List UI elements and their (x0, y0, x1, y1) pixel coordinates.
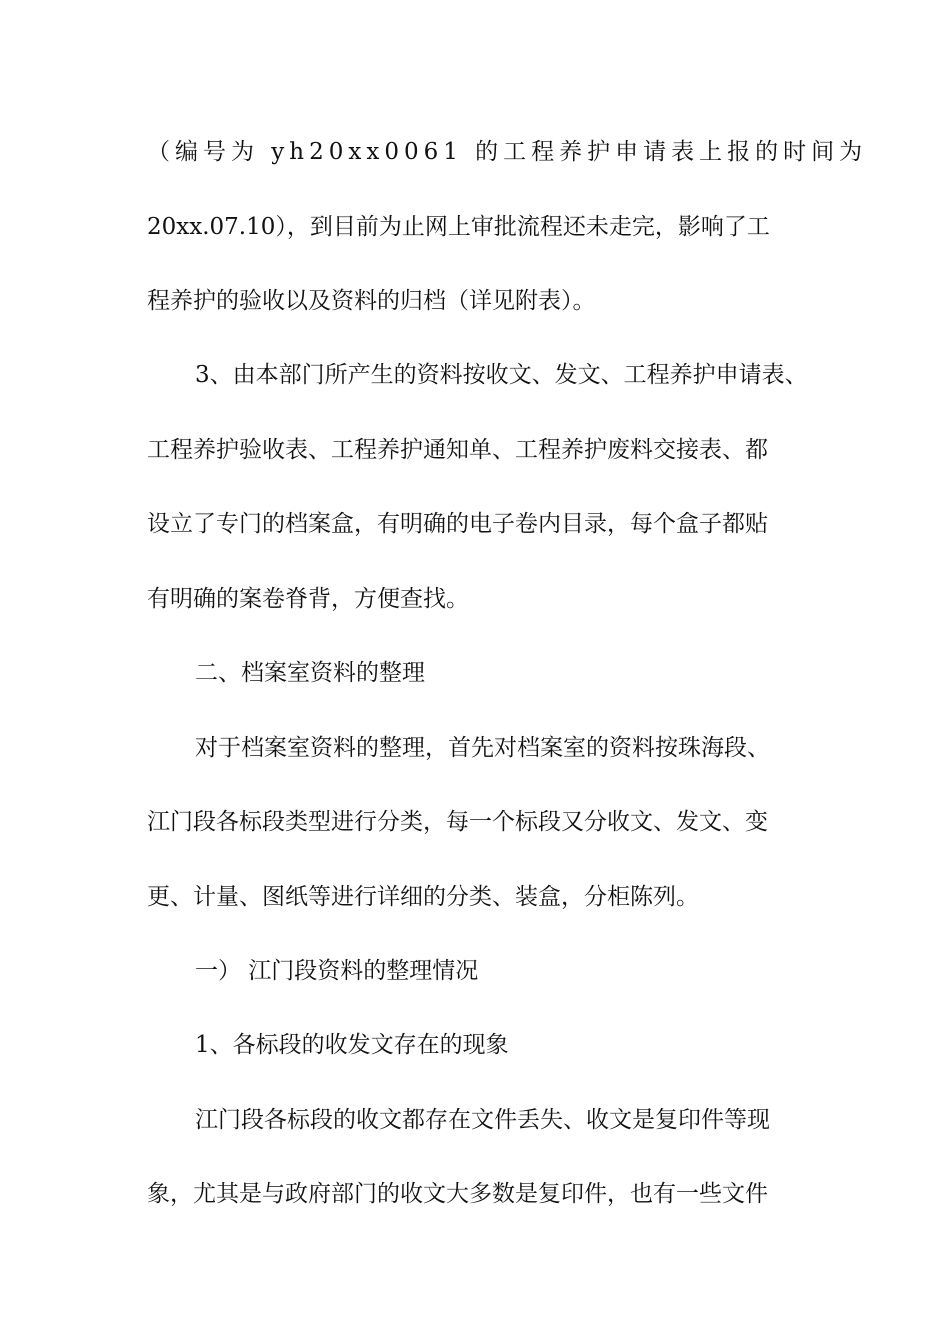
text-line: 更、计量、图纸等进行详细的分类、装盒，分柜陈列。 (147, 884, 699, 910)
text-line: 江门段各标段类型进行分类，每一个标段又分收文、发文、变 (147, 809, 768, 835)
text-line: 程养护的验收以及资料的归档（详见附表）。 (147, 288, 596, 314)
paragraph-start-line: 江门段各标段的收文都存在文件丢失、收文是复印件等现 (195, 1107, 770, 1133)
text-line: 有明确的案卷脊背，方便查找。 (147, 586, 469, 612)
text-line: （编号为 yh20xx0061 的工程养护申请表上报的时间为 (147, 139, 868, 165)
text-line: 工程养护验收表、工程养护通知单、工程养护废料交接表、都 (147, 437, 768, 463)
item-heading: 1、各标段的收发文存在的现象 (195, 1032, 509, 1058)
text-line: 象，尤其是与政府部门的收文大多数是复印件，也有一些文件 (147, 1181, 768, 1207)
section-heading: 二、档案室资料的整理 (195, 660, 425, 686)
paragraph-start-line: 3、由本部门所产生的资料按收文、发文、工程养护申请表、 (195, 362, 808, 388)
text-line: 20xx.07.10），到目前为止网上审批流程还未走完，影响了工 (147, 214, 770, 240)
paragraph-start-line: 对于档案室资料的整理，首先对档案室的资料按珠海段、 (195, 735, 770, 761)
text-line: 设立了专门的档案盒，有明确的电子卷内目录，每个盒子都贴 (147, 511, 768, 537)
subsection-heading: 一） 江门段资料的整理情况 (195, 958, 479, 984)
